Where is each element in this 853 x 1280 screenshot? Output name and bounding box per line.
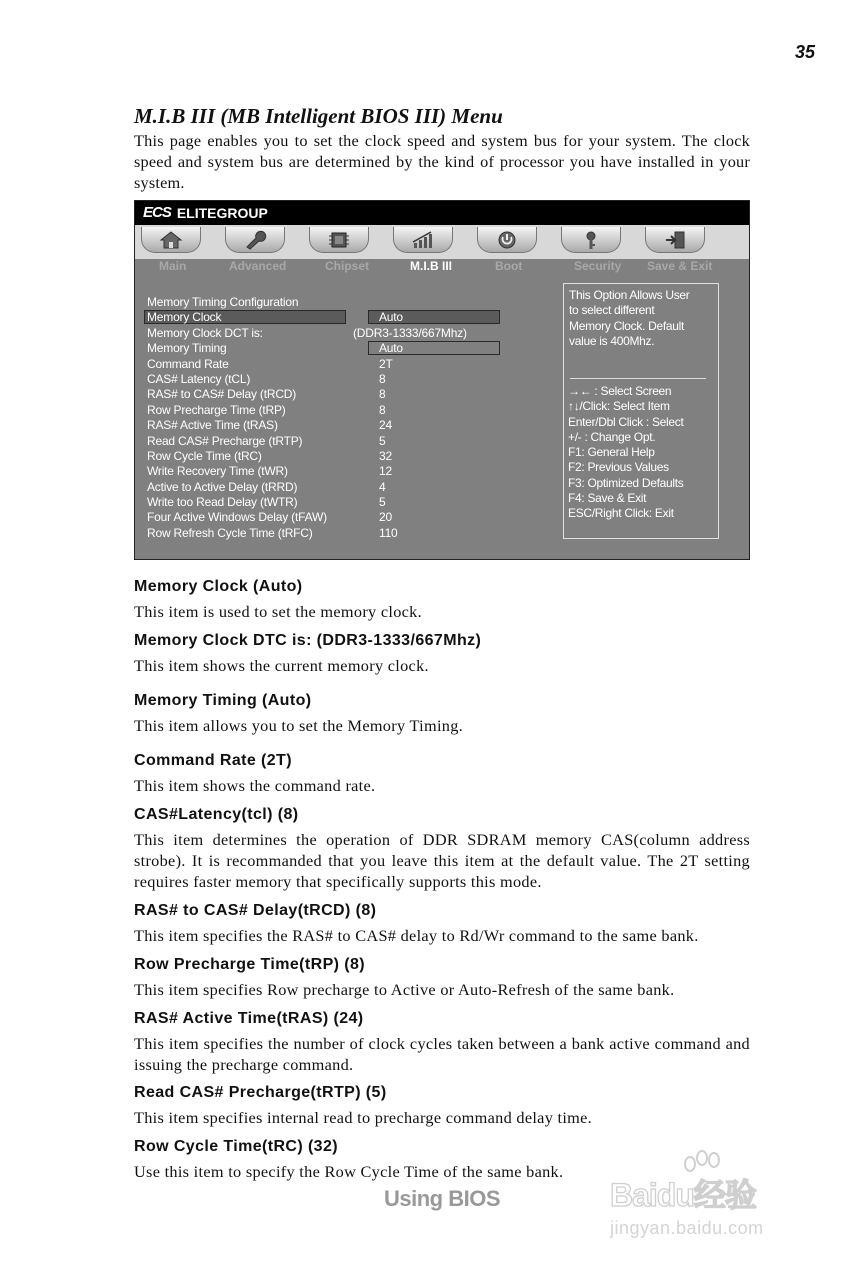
help-line: value is 400Mhz. bbox=[569, 333, 655, 348]
setting-label: Memory Clock DCT is: bbox=[147, 325, 263, 340]
section-text: This item shows the current memory clock. bbox=[134, 656, 429, 675]
tab-main[interactable] bbox=[141, 227, 201, 257]
key-icon bbox=[579, 230, 603, 250]
setting-value: (DDR3-1333/667Mhz) bbox=[353, 325, 467, 340]
setting-value: 20 bbox=[379, 510, 392, 525]
baidu-watermark bbox=[610, 1150, 810, 1250]
section-ras-to-cas bbox=[134, 902, 750, 947]
setting-label: Active to Active Delay (tRRD) bbox=[147, 479, 298, 494]
setting-label: Command Rate bbox=[147, 356, 229, 371]
setting-label: Row Cycle Time (tRC) bbox=[147, 448, 262, 463]
setting-row bbox=[147, 418, 517, 433]
wrench-icon bbox=[243, 230, 267, 250]
section-heading: RAS# Active Time(tRAS) (24) bbox=[134, 1010, 364, 1027]
chip-icon bbox=[327, 230, 351, 250]
setting-row bbox=[147, 403, 517, 418]
tab-label-chipset[interactable]: Chipset bbox=[325, 259, 370, 273]
setting-value: 8 bbox=[379, 402, 386, 417]
key-help-item: Enter/Dbl Click : Select bbox=[568, 414, 684, 429]
key-help-item: F3: Optimized Defaults bbox=[568, 475, 684, 490]
section-read-cas bbox=[134, 1084, 750, 1129]
setting-row bbox=[147, 495, 517, 510]
setting-row bbox=[147, 464, 517, 479]
setting-row bbox=[147, 357, 517, 372]
tab-label-security[interactable]: Security bbox=[574, 259, 622, 273]
key-help-list bbox=[568, 384, 684, 522]
tab-labels bbox=[135, 259, 749, 277]
section-command-rate bbox=[134, 752, 750, 797]
setting-label: Row Refresh Cycle Time (tRFC) bbox=[147, 525, 313, 540]
watermark-brand: Baidu经验 bbox=[610, 1177, 756, 1213]
key-help-item: F2: Previous Values bbox=[568, 460, 669, 475]
section-memory-clock bbox=[134, 578, 750, 623]
setting-row bbox=[147, 526, 517, 541]
tab-boot[interactable] bbox=[477, 227, 537, 257]
setting-value: 4 bbox=[379, 479, 386, 494]
section-heading: CAS#Latency(tcl) (8) bbox=[134, 806, 299, 823]
setting-value: 5 bbox=[379, 433, 386, 448]
page-number: 35 bbox=[794, 42, 815, 62]
setting-row bbox=[147, 387, 517, 402]
help-line: to select different bbox=[569, 303, 655, 318]
bar-chart-icon bbox=[411, 230, 435, 250]
setting-label: Four Active Windows Delay (tFAW) bbox=[147, 510, 327, 525]
setting-row[interactable] bbox=[147, 310, 517, 325]
setting-row bbox=[147, 326, 517, 341]
tab-advanced[interactable] bbox=[225, 227, 285, 257]
bios-screenshot bbox=[134, 200, 750, 560]
section-heading: Memory Clock DTC is: (DDR3-1333/667Mhz) bbox=[134, 632, 482, 649]
section-memory-clock-dtc bbox=[134, 632, 750, 677]
key-help-item: ESC/Right Click: Exit bbox=[568, 506, 674, 521]
section-heading: Memory Timing Configuration bbox=[147, 295, 299, 309]
settings-panel bbox=[147, 295, 517, 541]
setting-value[interactable]: Auto bbox=[379, 341, 403, 356]
help-line: Memory Clock. Default bbox=[569, 318, 685, 333]
exit-door-icon bbox=[663, 230, 687, 250]
setting-value: 5 bbox=[379, 495, 386, 510]
setting-label: RAS# to CAS# Delay (tRCD) bbox=[147, 387, 297, 402]
section-heading: Row Precharge Time(tRP) (8) bbox=[134, 956, 365, 973]
tab-label-boot[interactable]: Boot bbox=[495, 259, 523, 273]
home-icon bbox=[159, 230, 183, 250]
section-text: This item specifies the RAS# to CAS# delay to Rd/Wr command to the same bank. bbox=[134, 926, 699, 945]
setting-value: 2T bbox=[379, 356, 393, 371]
section-text: This item specifies the number of clock cycles taken between a bank active command and issuing the precharge command. bbox=[134, 1034, 750, 1074]
setting-value[interactable]: Auto bbox=[379, 310, 403, 325]
setting-label: Write Recovery Time (tWR) bbox=[147, 464, 288, 479]
setting-label: Read CAS# Precharge (tRTP) bbox=[147, 433, 303, 448]
section-heading-row bbox=[147, 295, 517, 310]
bios-tab-bar bbox=[135, 225, 749, 259]
key-help-item: ↑↓/Click: Select Item bbox=[568, 399, 670, 414]
section-cas-latency bbox=[134, 806, 750, 892]
setting-label: Write too Read Delay (tWTR) bbox=[147, 495, 298, 510]
tab-label-save-exit[interactable]: Save & Exit bbox=[647, 259, 713, 273]
section-heading: Command Rate (2T) bbox=[134, 752, 292, 769]
tab-label-advanced[interactable]: Advanced bbox=[229, 259, 287, 273]
section-memory-timing bbox=[134, 692, 750, 737]
setting-value: 8 bbox=[379, 371, 386, 386]
help-line: This Option Allows User bbox=[569, 288, 690, 302]
setting-row bbox=[147, 510, 517, 525]
intro-paragraph: This page enables you to set the clock speed and system bus for your system. The clock speed and system bus are determined by the kind of processor you have installed in your system. bbox=[134, 131, 750, 192]
power-icon bbox=[495, 230, 519, 250]
bios-header bbox=[135, 201, 749, 225]
setting-label: Memory Timing bbox=[147, 341, 227, 356]
setting-label: Row Precharge Time (tRP) bbox=[147, 402, 286, 417]
setting-value: 12 bbox=[379, 464, 392, 479]
tab-mib-iii[interactable] bbox=[393, 227, 453, 257]
brand-name: ELITEGROUP bbox=[176, 205, 268, 221]
key-help-item: +/- : Change Opt. bbox=[568, 429, 656, 444]
tab-label-mib-iii[interactable]: M.I.B III bbox=[410, 259, 452, 273]
section-text: This item shows the command rate. bbox=[134, 776, 376, 795]
section-heading: Memory Clock (Auto) bbox=[134, 578, 303, 595]
section-heading: Row Cycle Time(tRC) (32) bbox=[134, 1138, 339, 1155]
section-text: This item specifies internal read to precharge command delay time. bbox=[134, 1108, 593, 1127]
section-text: This item determines the operation of DDR SDRAM memory CAS(column address strobe). It is recommanded that you leave this item at the default value. The 2T setting requires faster memory that specifically supports this mode. bbox=[134, 830, 750, 891]
tab-label-main[interactable]: Main bbox=[159, 259, 187, 273]
setting-value: 110 bbox=[379, 525, 398, 540]
help-panel bbox=[563, 283, 719, 539]
setting-row bbox=[147, 449, 517, 464]
section-text: This item allows you to set the Memory Timing. bbox=[134, 716, 464, 735]
help-divider bbox=[570, 378, 706, 379]
section-ras-active bbox=[134, 1010, 750, 1076]
tab-chipset[interactable] bbox=[309, 227, 369, 257]
setting-row bbox=[147, 434, 517, 449]
setting-value: 24 bbox=[379, 418, 392, 433]
key-help-item: F1: General Help bbox=[568, 445, 655, 460]
setting-label: CAS# Latency (tCL) bbox=[147, 371, 251, 386]
section-heading: Memory Timing (Auto) bbox=[134, 692, 312, 709]
setting-row[interactable] bbox=[147, 341, 517, 356]
setting-label: Memory Clock bbox=[147, 310, 222, 325]
setting-label: RAS# Active Time (tRAS) bbox=[147, 418, 278, 433]
setting-row bbox=[147, 372, 517, 387]
page-title: M.I.B III (MB Intelligent BIOS III) Menu bbox=[134, 104, 503, 128]
section-text: Use this item to specify the Row Cycle Time of the same bank. bbox=[134, 1162, 564, 1181]
section-heading: Read CAS# Precharge(tRTP) (5) bbox=[134, 1084, 387, 1101]
key-help-item: →← : Select Screen bbox=[568, 384, 672, 398]
key-help-item: F4: Save & Exit bbox=[568, 491, 647, 506]
setting-value: 8 bbox=[379, 387, 386, 402]
watermark-url: jingyan.baidu.com bbox=[610, 1218, 764, 1238]
section-text: This item specifies Row precharge to Active or Auto-Refresh of the same bank. bbox=[134, 980, 675, 999]
ecs-logo: ECS bbox=[143, 204, 171, 221]
setting-value: 32 bbox=[379, 448, 392, 463]
footer-title: Using BIOS bbox=[384, 1186, 501, 1211]
tab-security[interactable] bbox=[561, 227, 621, 257]
section-heading: RAS# to CAS# Delay(tRCD) (8) bbox=[134, 902, 377, 919]
section-row-precharge bbox=[134, 956, 750, 1001]
tab-save-exit[interactable] bbox=[645, 227, 705, 257]
setting-row bbox=[147, 480, 517, 495]
section-text: This item is used to set the memory clock. bbox=[134, 602, 422, 621]
